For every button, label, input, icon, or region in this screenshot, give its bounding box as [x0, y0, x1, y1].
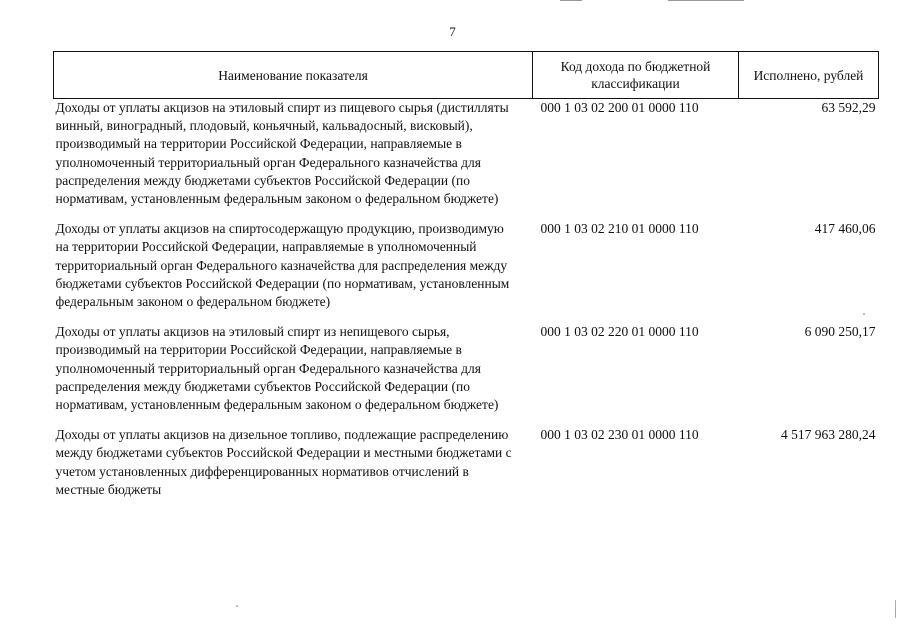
row-executed-amount: 63 592,29 [821, 100, 876, 115]
header-budget-code: Код дохода по бюджетной классификации [533, 52, 739, 99]
header-executed-amount: Исполнено, рублей [739, 52, 879, 99]
row-indicator-name: Доходы от уплаты акцизов на дизельное топливо, подлежащие распределению между бюджетами субъектов Российской Федерации и местными бюджетами с учетом установленных дифференцированных нормативов отчислений в местные бюджеты [55, 427, 512, 497]
revenue-table-container [53, 51, 878, 511]
row-executed-amount: 417 460,06 [814, 221, 876, 237]
table-row [54, 99, 879, 221]
row-indicator-name: Доходы от уплаты акцизов на этиловый спирт из пищевого сырья (дистилляты винный, виноградный, плодовый, коньячный, кальвадосный, висковый), производимый на территории Российской Федерации, направляемые в уполномоченный территориальный орган Федерального казначейства для распределения между бюджетами субъектов Российской Федерации (по нормативам, установленным федеральным законом о федеральном бюджете) [55, 100, 509, 207]
scan-speck [895, 600, 896, 618]
row-budget-code: 000 1 03 02 220 01 0000 110 [540, 324, 699, 340]
scan-speck [863, 313, 865, 315]
row-executed-amount: 4 517 963 280,24 [781, 427, 876, 443]
table-header-row [54, 52, 879, 99]
table-row [54, 323, 879, 426]
row-budget-code: 000 1 03 02 200 01 0000 110 [540, 100, 699, 115]
row-budget-code: 000 1 03 02 210 01 0000 110 [540, 221, 699, 237]
scan-artifact [560, 0, 582, 1]
table-row [54, 220, 879, 323]
page-number: 7 [449, 24, 456, 39]
row-executed-amount: 6 090 250,17 [804, 324, 876, 340]
row-indicator-name: Доходы от уплаты акцизов на этиловый спирт из непищевого сырья, производимый на территории Российской Федерации, направляемые в уполномоченный территориальный орган Федерального казначейства для распределения между бюджетами субъектов Российской Федерации (по нормативам, установленным федеральным законом о федеральном бюджете) [55, 324, 499, 413]
revenue-table [53, 51, 879, 511]
table-row [54, 426, 879, 511]
row-budget-code: 000 1 03 02 230 01 0000 110 [540, 427, 699, 443]
scan-speck [236, 605, 238, 607]
row-indicator-name: Доходы от уплаты акцизов на спиртосодержащую продукцию, производимую на территории Российской Федерации, направляемые в уполномоченный территориальный орган Федерального казначейства для распределения между бюджетами субъектов Российской Федерации (по нормативам, установленным федеральным законом о федеральном бюджете) [55, 221, 510, 310]
scan-artifact [668, 0, 744, 1]
header-indicator-name: Наименование показателя [54, 52, 533, 99]
